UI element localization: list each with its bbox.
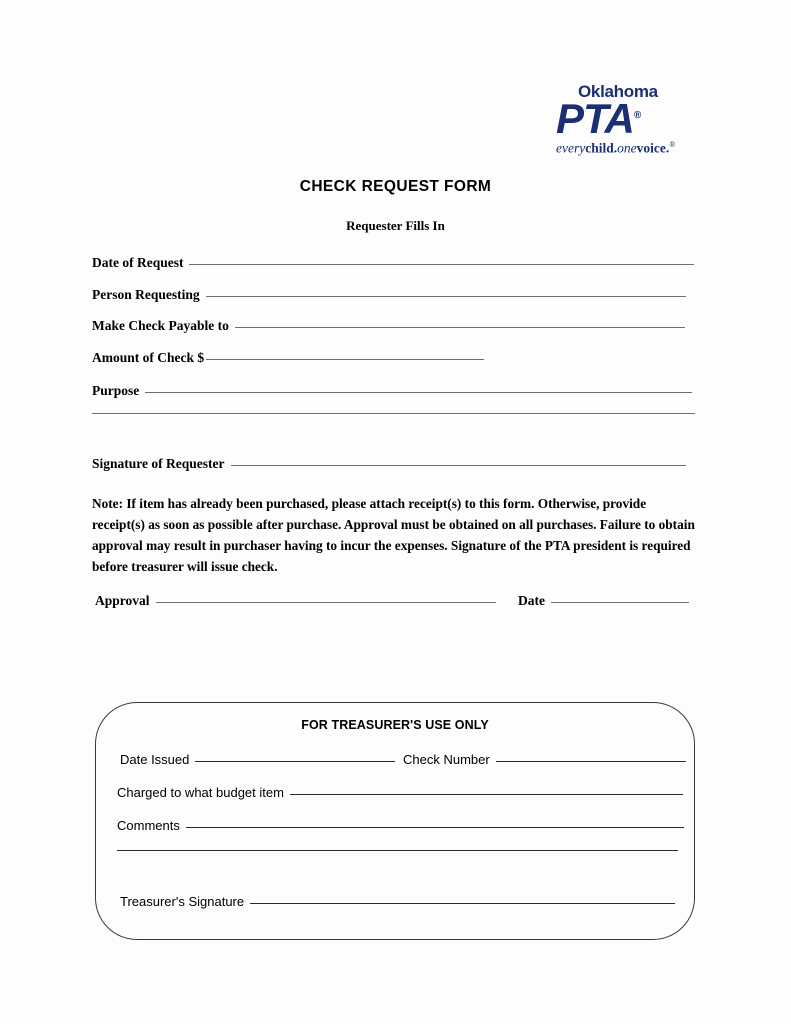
logo-pta-text (556, 95, 706, 142)
tagline-one: one (617, 140, 637, 156)
field-label-treasurer-signature: Treasurer's Signature (120, 894, 245, 909)
page-subtitle: Requester Fills In (346, 218, 445, 233)
tagline-voice: voice. (636, 140, 670, 156)
field-purpose-continued (92, 415, 695, 416)
field-make-check-payable-to (92, 318, 685, 334)
field-label-approval: Approval (95, 593, 150, 608)
treasurer-box-title: FOR TREASURER'S USE ONLY (301, 718, 489, 732)
field-comments-continued (117, 852, 678, 853)
field-label-approval-date: Date (518, 593, 545, 608)
field-label-check-number: Check Number (403, 752, 490, 767)
tagline-every: every (556, 140, 586, 156)
field-label-budget-item: Charged to what budget item (117, 785, 284, 800)
field-label-date-of-request: Date of Request (92, 255, 184, 270)
field-label-date-issued: Date Issued (120, 752, 190, 767)
field-person-requesting (92, 287, 686, 303)
tagline-child: child. (585, 140, 618, 156)
field-line-approval[interactable] (156, 602, 496, 603)
field-line-person-requesting[interactable] (206, 296, 686, 297)
field-label-purpose: Purpose (92, 383, 140, 398)
field-purpose (92, 383, 692, 399)
logo-pta-letters: PTA (556, 95, 634, 142)
page-title: CHECK REQUEST FORM (299, 178, 492, 195)
note-paragraph: Note: If item has already been purchased, please attach receipt(s) to this form. Otherwise, provide receipt(s) as soon as possible after purchase. Approval must be obtained on all purchases. Failure to obtain approval may result in purchaser having to incur the expenses. Signature of the PTA president is required before treasurer will issue check. (92, 496, 695, 574)
field-line-amount-of-check[interactable] (206, 359, 484, 360)
oklahoma-pta-logo (556, 83, 706, 155)
field-check-number (403, 752, 686, 767)
field-label-amount-of-check: Amount of Check $ (92, 350, 205, 365)
field-date-issued (120, 752, 395, 767)
field-budget-item (117, 785, 683, 800)
field-line-signature-of-requester[interactable] (231, 465, 686, 466)
field-amount-of-check (92, 350, 484, 366)
field-line-approval-date[interactable] (551, 602, 689, 603)
field-date-of-request (92, 255, 694, 271)
field-label-make-check-payable-to: Make Check Payable to (92, 318, 229, 333)
field-approval-date (518, 593, 689, 609)
logo-tagline (556, 141, 706, 155)
field-line-comments[interactable] (186, 827, 684, 828)
field-approval (95, 593, 496, 609)
field-comments (117, 818, 684, 833)
field-label-person-requesting: Person Requesting (92, 287, 200, 302)
logo-registered-mark: ® (633, 110, 642, 121)
field-line-comments-continued[interactable] (117, 850, 678, 851)
field-line-budget-item[interactable] (290, 794, 683, 795)
logo-state-text: Oklahoma (578, 82, 658, 101)
field-treasurer-signature (120, 894, 675, 909)
field-line-purpose[interactable] (145, 392, 692, 393)
field-line-purpose-continued[interactable] (92, 413, 695, 414)
field-signature-of-requester (92, 456, 686, 472)
field-line-date-issued[interactable] (195, 761, 395, 762)
field-label-signature-of-requester: Signature of Requester (92, 456, 225, 471)
field-line-date-of-request[interactable] (189, 264, 694, 265)
field-label-comments: Comments (117, 818, 180, 833)
field-line-check-number[interactable] (496, 761, 686, 762)
tagline-registered-mark: ® (669, 140, 676, 149)
field-line-make-check-payable-to[interactable] (235, 327, 685, 328)
field-line-treasurer-signature[interactable] (250, 903, 675, 904)
